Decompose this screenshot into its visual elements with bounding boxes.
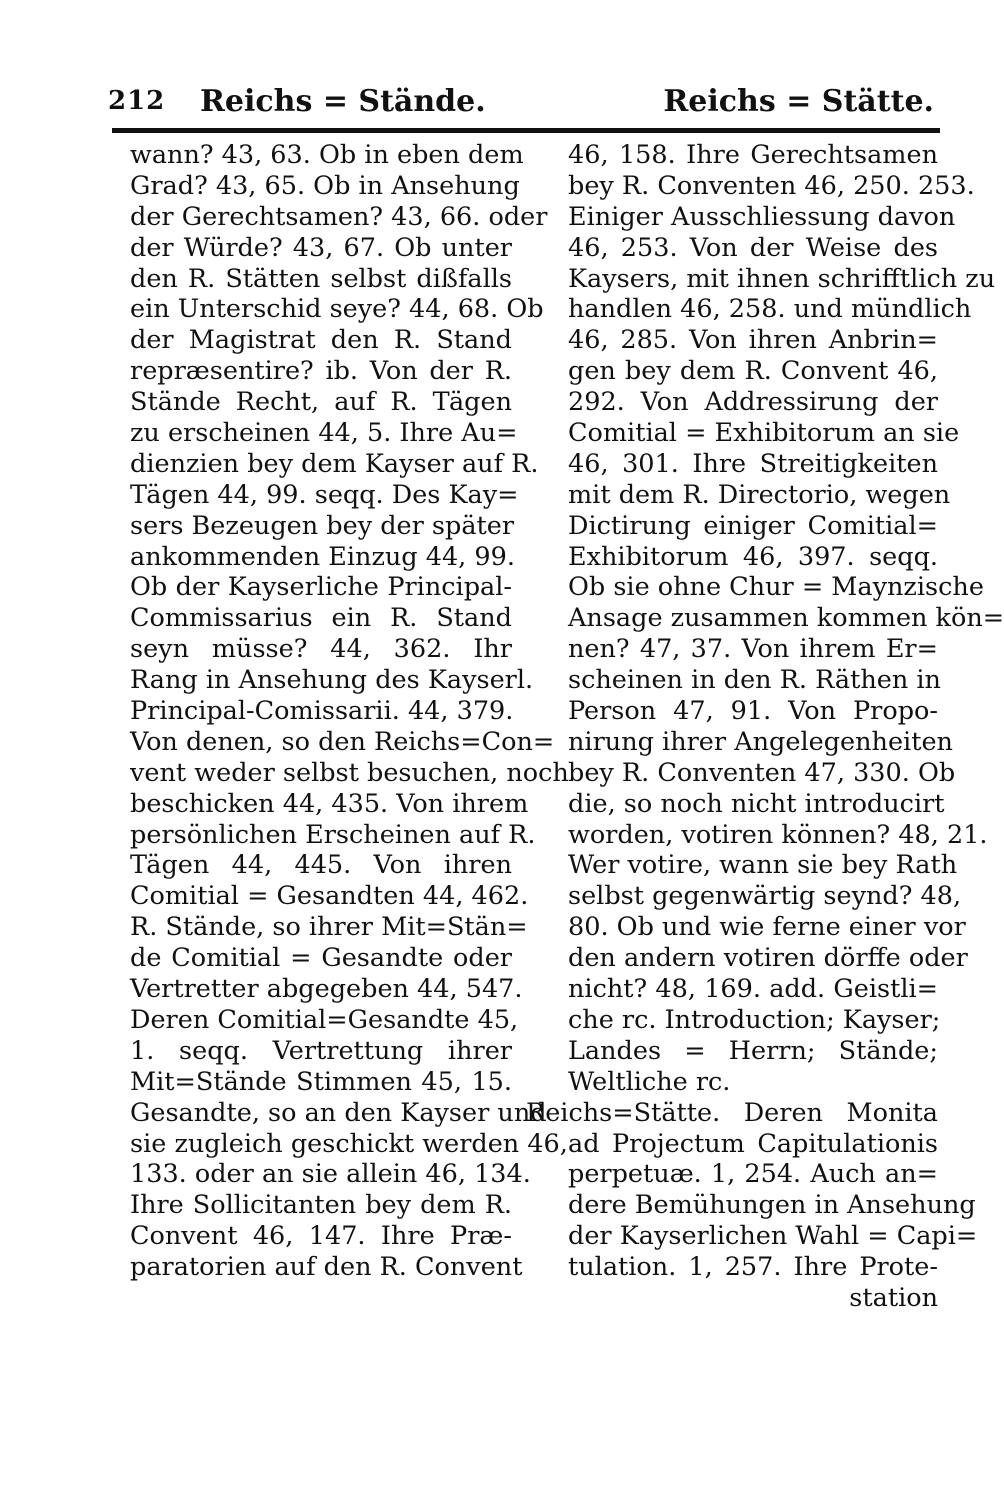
text-line: Person 47, 91. Von Propo-: [568, 696, 938, 727]
text-line: dere Bemühungen in Ansehung: [568, 1190, 976, 1221]
text-line: zu erscheinen 44, 5. Ihre Au=: [130, 418, 518, 449]
text-line: vent weder selbst besuchen, noch: [130, 757, 569, 788]
text-line: Einiger Ausschliessung davon: [568, 201, 956, 232]
text-line: Ansage zusammen kommen kön=: [568, 603, 1004, 634]
text-line: gen bey dem R. Convent 46,: [568, 356, 938, 387]
text-line: station: [849, 1282, 938, 1313]
text-line: nicht? 48, 169. add. Geistli=: [568, 974, 938, 1005]
text-line: Dictirung einiger Comitial=: [568, 510, 938, 541]
text-line: Vertretter abgegeben 44, 547.: [130, 974, 523, 1005]
text-line: Landes = Herrn; Stände;: [568, 1035, 938, 1066]
text-line: sers Bezeugen bey der später: [130, 510, 515, 541]
text-line: der Magistrat den R. Stand: [130, 325, 512, 356]
text-line: die, so noch nicht introducirt: [568, 788, 945, 819]
text-line: 80. Ob und wie ferne einer vor: [568, 912, 966, 943]
text-line: 46, 301. Ihre Streitigkeiten: [568, 448, 938, 479]
text-line: den andern votiren dörffe oder: [568, 943, 968, 974]
text-line: Ob sie ohne Chur = Maynzische: [568, 572, 984, 603]
text-line: ad Projectum Capitulationis: [568, 1128, 938, 1159]
text-line: Ihre Sollicitanten bey dem R.: [130, 1190, 512, 1221]
text-line: repræsentire? ib. Von der R.: [130, 356, 512, 387]
text-line: Stände Recht, auf R. Tägen: [130, 387, 512, 418]
text-line: paratorien auf den R. Convent: [130, 1252, 523, 1283]
text-line: worden, votiren können? 48, 21.: [568, 819, 988, 850]
text-line: Von denen, so den Reichs=Con=: [130, 726, 555, 757]
text-line: sie zugleich geschickt werden 46,: [130, 1128, 568, 1159]
header-rule: [112, 128, 940, 133]
text-line: Rang in Ansehung des Kayserl.: [130, 665, 534, 696]
text-line: nen? 47, 37. Von ihrem Er=: [568, 634, 938, 665]
text-line: Mit=Stände Stimmen 45, 15.: [130, 1066, 512, 1097]
text-line: Reichs=Stätte. Deren Monita: [526, 1097, 938, 1128]
text-line: Tägen 44, 99. seqq. Des Kay=: [130, 479, 519, 510]
text-line: ankommenden Einzug 44, 99.: [130, 541, 515, 572]
text-line: Weltliche rc.: [568, 1066, 731, 1097]
text-line: Grad? 43, 65. Ob in Ansehung: [130, 170, 520, 201]
text-line: Comitial = Gesandten 44, 462.: [130, 881, 529, 912]
text-line: dienzien bey dem Kayser auf R.: [130, 448, 539, 479]
text-line: 46, 253. Von der Weise des: [568, 232, 938, 263]
running-title-right: Reichs = Stätte.: [663, 84, 934, 119]
text-line: che rc. Introduction; Kayser;: [568, 1004, 941, 1035]
text-line: Convent 46, 147. Ihre Præ-: [130, 1221, 512, 1252]
text-line: der Gerechtsamen? 43, 66. oder: [130, 201, 548, 232]
text-line: wann? 43, 63. Ob in eben dem: [130, 140, 524, 170]
text-line: der Kayserlichen Wahl = Capi=: [568, 1221, 978, 1252]
text-line: Wer votire, wann sie bey Rath: [568, 850, 958, 881]
text-line: persönlichen Erscheinen auf R.: [130, 819, 536, 850]
text-line: 46, 285. Von ihren Anbrin=: [568, 325, 938, 356]
text-line: perpetuæ. 1, 254. Auch an=: [568, 1159, 938, 1190]
text-line: Ob der Kayserliche Principal-: [130, 572, 512, 603]
text-line: Commissarius ein R. Stand: [130, 603, 512, 634]
text-line: Deren Comitial=Gesandte 45,: [130, 1004, 519, 1035]
text-line: 46, 158. Ihre Gerechtsamen: [568, 140, 938, 170]
text-line: mit dem R. Directorio, wegen: [568, 479, 951, 510]
running-header: [108, 78, 936, 122]
text-line: tulation. 1, 257. Ihre Prote-: [568, 1252, 938, 1283]
text-line: handlen 46, 258. und mündlich: [568, 294, 972, 325]
text-line: ein Unterschid seye? 44, 68. Ob: [130, 294, 544, 325]
text-line: 133. oder an sie allein 46, 134.: [130, 1159, 531, 1190]
text-line: Gesandte, so an den Kayser und: [130, 1097, 547, 1128]
right-column: [526, 140, 1004, 1314]
text-line: Comitial = Exhibitorum an sie: [568, 418, 960, 449]
text-line: selbst gegenwärtig seynd? 48,: [568, 881, 962, 912]
text-line: bey R. Conventen 47, 330. Ob: [568, 757, 956, 788]
text-line: Exhibitorum 46, 397. seqq.: [568, 541, 938, 572]
text-line: nirung ihrer Angelegenheiten: [568, 726, 953, 757]
text-line: Principal-Comissarii. 44, 379.: [130, 696, 514, 727]
text-line: bey R. Conventen 46, 250. 253.: [568, 170, 975, 201]
left-column: [130, 140, 569, 1283]
page-number: 212: [108, 86, 166, 116]
text-line: 1. seqq. Vertrettung ihrer: [130, 1035, 512, 1066]
text-line: scheinen in den R. Räthen in: [568, 665, 941, 696]
text-line: beschicken 44, 435. Von ihrem: [130, 788, 529, 819]
text-line: Tägen 44, 445. Von ihren: [130, 850, 512, 881]
text-line: seyn müsse? 44, 362. Ihr: [130, 634, 512, 665]
text-line: R. Stände, so ihrer Mit=Stän=: [130, 912, 528, 943]
text-line: Kaysers, mit ihnen schrifftlich zu: [568, 263, 996, 294]
text-line: 292. Von Addressirung der: [568, 387, 938, 418]
text-line: den R. Stätten selbst dißfalls: [130, 263, 512, 294]
running-title-left: Reichs = Stände.: [200, 84, 486, 119]
text-line: de Comitial = Gesandte oder: [130, 943, 512, 974]
text-line: der Würde? 43, 67. Ob unter: [130, 232, 512, 263]
